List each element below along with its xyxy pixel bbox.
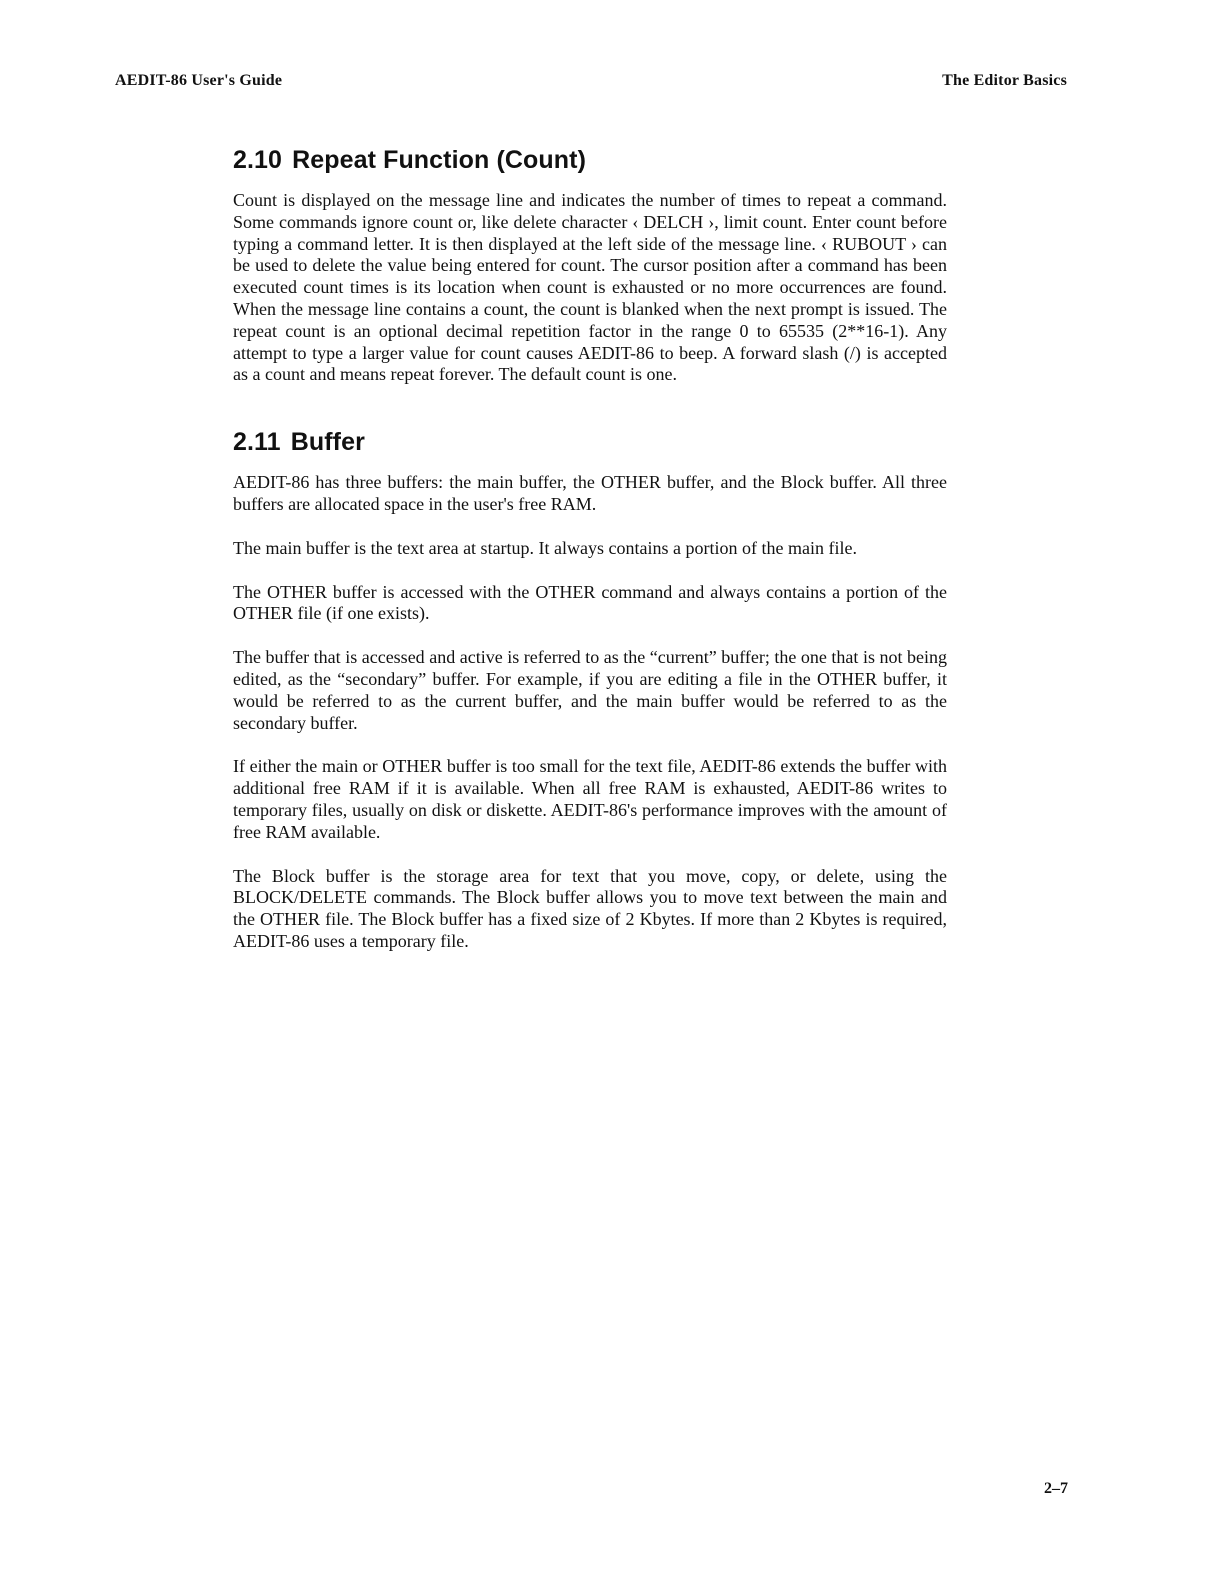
paragraph: AEDIT-86 has three buffers: the main buffer, the OTHER buffer, and the Block buffer. All three buffers are allocated space in the user's free RAM.: [233, 472, 947, 514]
section-buffer: [233, 428, 947, 953]
section-number: 2.11: [233, 428, 281, 457]
paragraph: The OTHER buffer is accessed with the OTHER command and always contains a portion of the OTHER file (if one exists).: [233, 581, 947, 624]
paragraph: If either the main or OTHER buffer is too small for the text file, AEDIT-86 extends the buffer with additional free RAM if it is available. When all free RAM is exhausted, AEDIT-86 writes to temporary files, usually on disk or diskette. AEDIT-86's performance improves with the amount of free RAM available.: [233, 756, 947, 842]
paragraph: The Block buffer is the storage area for text that you move, copy, or delete, using the BLOCK/DELETE commands. The Block buffer allows you to move text between the main and the OTHER file. The Block buffer has a fixed size of 2 Kbytes. If more than 2 Kbytes is required, AEDIT-86 uses a temporary file.: [233, 865, 947, 951]
section-title: Repeat Function (Count): [292, 146, 586, 174]
section-number: 2.10: [233, 146, 283, 174]
paragraph: The main buffer is the text area at startup. It always contains a portion of the main file.: [233, 537, 857, 558]
section-heading-repeat: [233, 146, 947, 174]
section-title: Buffer: [290, 428, 365, 457]
section-heading-buffer: [233, 428, 947, 456]
paragraph: The buffer that is accessed and active is referred to as the “current” buffer; the one that is not being edited, as the “secondary” buffer. For example, if you are editing a file in the OTHER buffer, it would be referred to as the current buffer, and the main buffer would be referred to as the secondary buffer.: [233, 647, 947, 733]
running-head-left: AEDIT-86 User's Guide: [115, 72, 283, 89]
section-repeat-function: [233, 146, 947, 386]
paragraph: Count is displayed on the message line and indicates the number of times to repeat a command. Some commands ignore count or, like delete character ‹ DELCH ›, limit count. Enter count before typing a command letter. It is then displayed at the left side of the message line. ‹ RUBOUT › can be used to delete the value being entered for count. The cursor position after a command has been executed count times is its location when count is exhausted or no more occurrences are found. When the message line contains a count, the count is blanked when the next prompt is issued. The repeat count is an optional decimal repetition factor in the range 0 to 65535 (2**16-1). Any attempt to type a larger value for count causes AEDIT-86 to beep. A forward slash (/) is accepted as a count and means repeat forever. The default count is one.: [233, 190, 947, 385]
running-head-right: The Editor Basics: [942, 72, 1067, 89]
page-number: 2–7: [1044, 1480, 1068, 1497]
page-content: [233, 146, 947, 975]
